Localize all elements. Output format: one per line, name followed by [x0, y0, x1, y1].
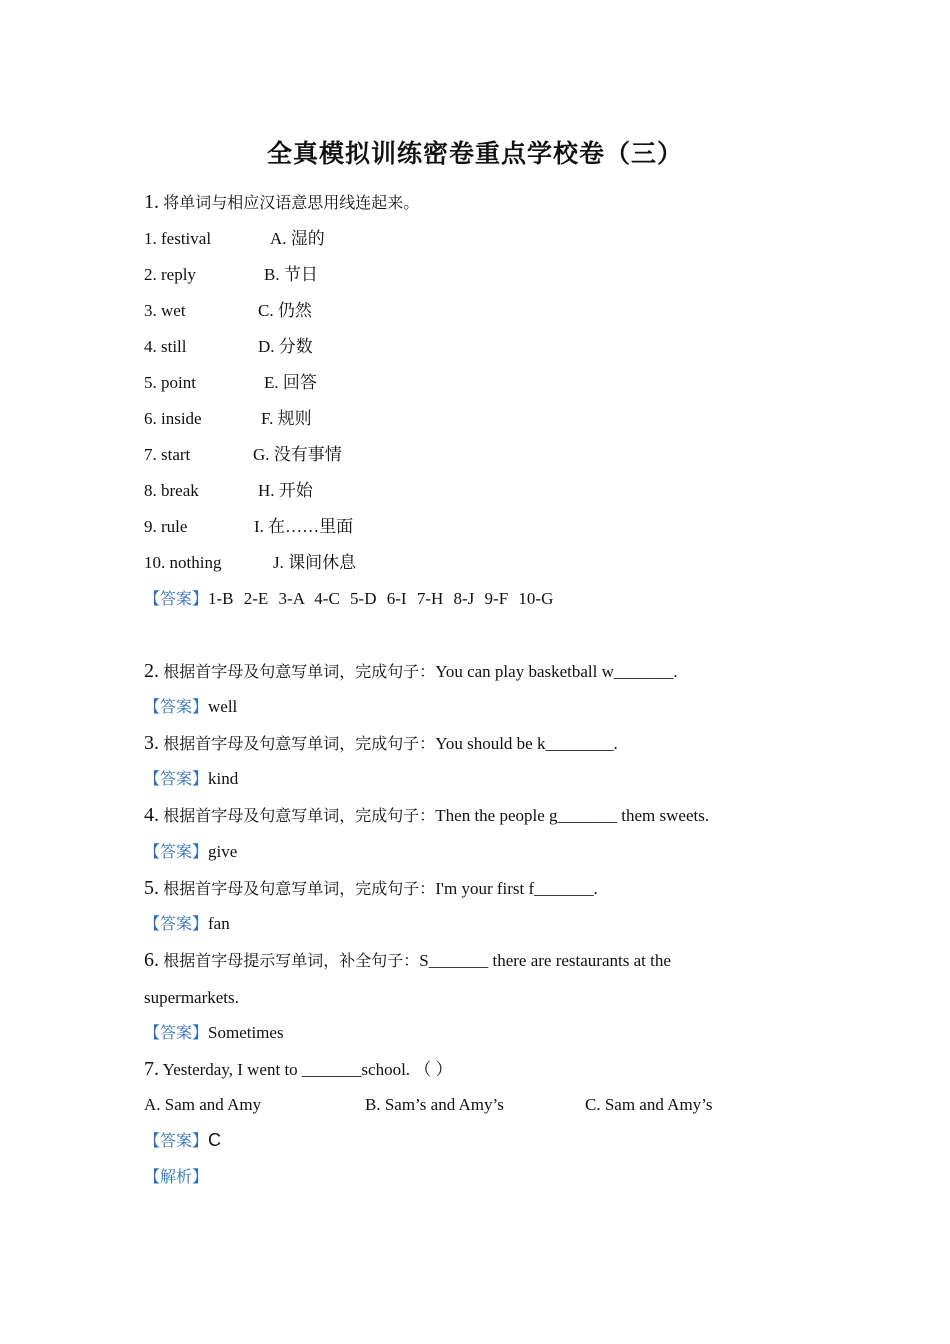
- list-item: 8. break H. 开始: [144, 481, 313, 500]
- question-1: [144, 191, 419, 214]
- question-6-continued: supermarkets.: [144, 988, 239, 1007]
- answer-value: 1-B 2-E 3-A 4-C 5-D 6-I 7-H 8-J 9-F 10-G: [208, 589, 554, 608]
- question-3: 3. 根据首字母及句意写单词，完成句子：You should be k________.: [144, 732, 618, 754]
- list-item: 2. reply B. 节日: [144, 265, 318, 284]
- answer-line: 【答案】C: [144, 1130, 222, 1150]
- question-5: 5. 根据首字母及句意写单词，完成句子：I'm your first f_______.: [144, 877, 598, 899]
- option-a: A. Sam and Amy: [144, 1095, 262, 1114]
- question-4: 4. 根据首字母及句意写单词，完成句子：Then the people g_______ them sweets.: [144, 804, 710, 826]
- list-item: 6. inside F. 规则: [144, 409, 312, 428]
- list-item: 3. wet C. 仍然: [144, 301, 312, 320]
- answer-line: 【答案】fan: [144, 914, 230, 933]
- answer-line: 【答案】kind: [144, 769, 239, 788]
- answer-line: 【答案】Sometimes: [144, 1023, 284, 1042]
- question-prompt: 将单词与相应汉语意思用线连起来。: [163, 193, 420, 212]
- option-b: B. Sam’s and Amy’s: [365, 1095, 504, 1114]
- answer-line: [144, 588, 553, 610]
- answer-line: 【答案】give: [144, 842, 238, 861]
- option-c: C. Sam and Amy’s: [585, 1095, 713, 1114]
- analysis-tag: 【解析】: [144, 1167, 209, 1186]
- list-item: 4. still D. 分数: [144, 337, 313, 356]
- list-item: 9. rule I. 在……里面: [144, 517, 354, 536]
- question-2: 2. 根据首字母及句意写单词，完成句子：You can play basketball w_______.: [144, 660, 678, 682]
- list-item: 7. start G. 没有事情: [144, 445, 342, 464]
- list-item: 1. festival A. 湿的: [144, 229, 325, 248]
- question-number: 1.: [144, 191, 159, 213]
- page-title: 全真模拟训练密卷重点学校卷（三）: [266, 139, 683, 168]
- question-7: 7. Yesterday, I went to _______school. （ ）: [144, 1058, 453, 1080]
- list-item: 5. point E. 回答: [144, 373, 317, 392]
- analysis-line: [144, 1166, 208, 1188]
- answer-line: 【答案】well: [144, 697, 238, 716]
- answer-tag: 【答案】: [144, 589, 209, 608]
- list-item: 10. nothing J. 课间休息: [144, 553, 357, 572]
- question-6: 6. 根据首字母提示写单词，补全句子：S_______ there are restaurants at the: [144, 949, 671, 971]
